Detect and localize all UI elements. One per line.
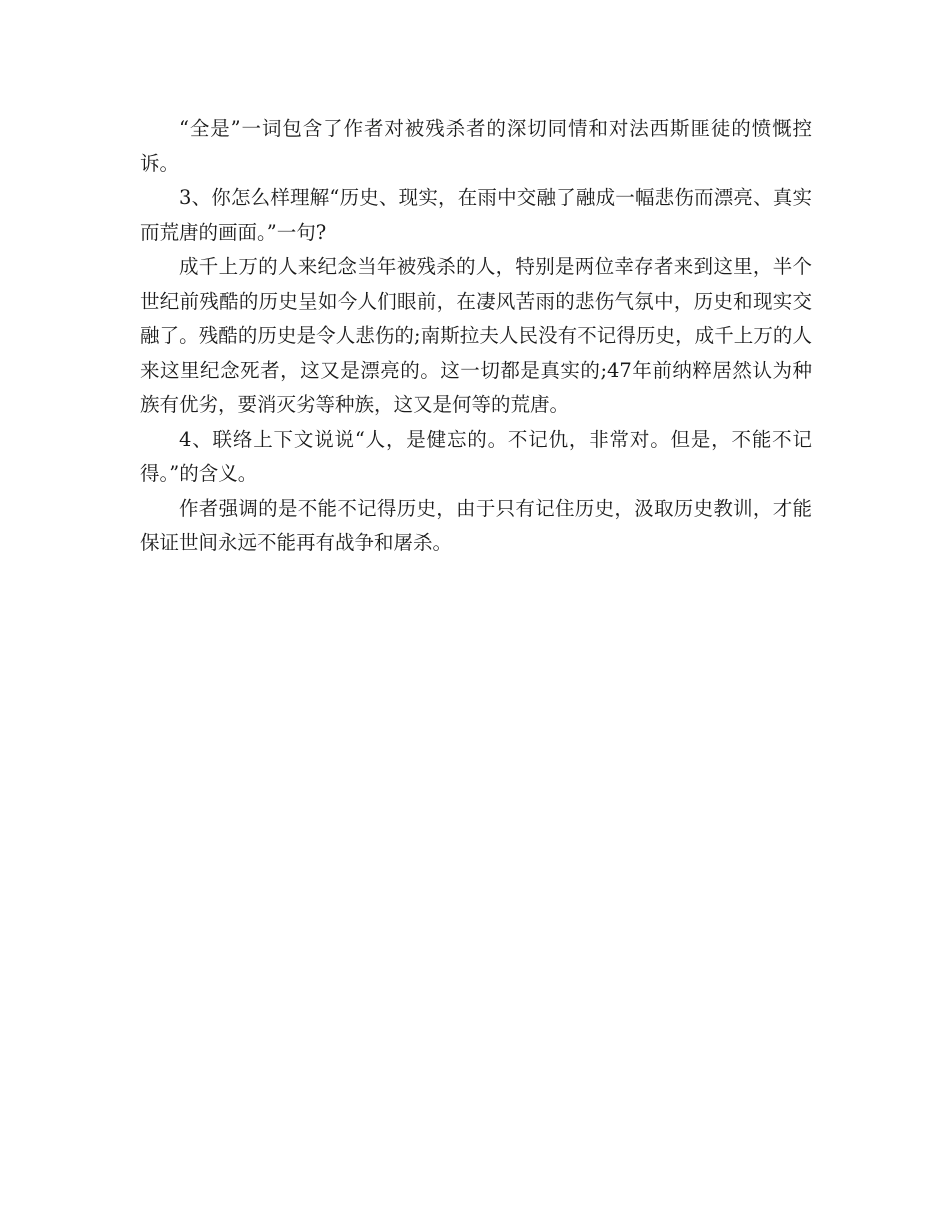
document-page: [140, 112, 812, 561]
paragraph-quote-explanation: “全是”一词包含了作者对被残杀者的深切同情和对法西斯匪徒的愤慨控诉。: [140, 117, 812, 175]
paragraph-answer-3: 成千上万的人来纪念当年被残杀的人，特别是两位幸存者来到这里，半个世纪前残酷的历史呈如今人们眼前，在凄风苦雨的悲伤气氛中，历史和现实交融了。残酷的历史是令人悲伤的;南斯拉夫人民没有不记得历史，成千上万的人来这里纪念死者，这又是漂亮的。这一切都是真实的;47年前纳粹居然认为种族有优劣，要消灭劣等种族，这又是何等的荒唐。: [140, 255, 812, 416]
paragraph-question-3: 3、你怎么样理解“历史、现实，在雨中交融了融成一幅悲伤而漂亮、真实而荒唐的画面。”一句?: [140, 186, 812, 244]
paragraph-answer-4: 作者强调的是不能不记得历史，由于只有记住历史，汲取历史教训，才能保证世间永远不能再有战争和屠杀。: [140, 496, 812, 554]
paragraph-question-4: 4、联络上下文说说“人，是健忘的。不记仇，非常对。但是，不能不记得。”的含义。: [140, 427, 812, 485]
